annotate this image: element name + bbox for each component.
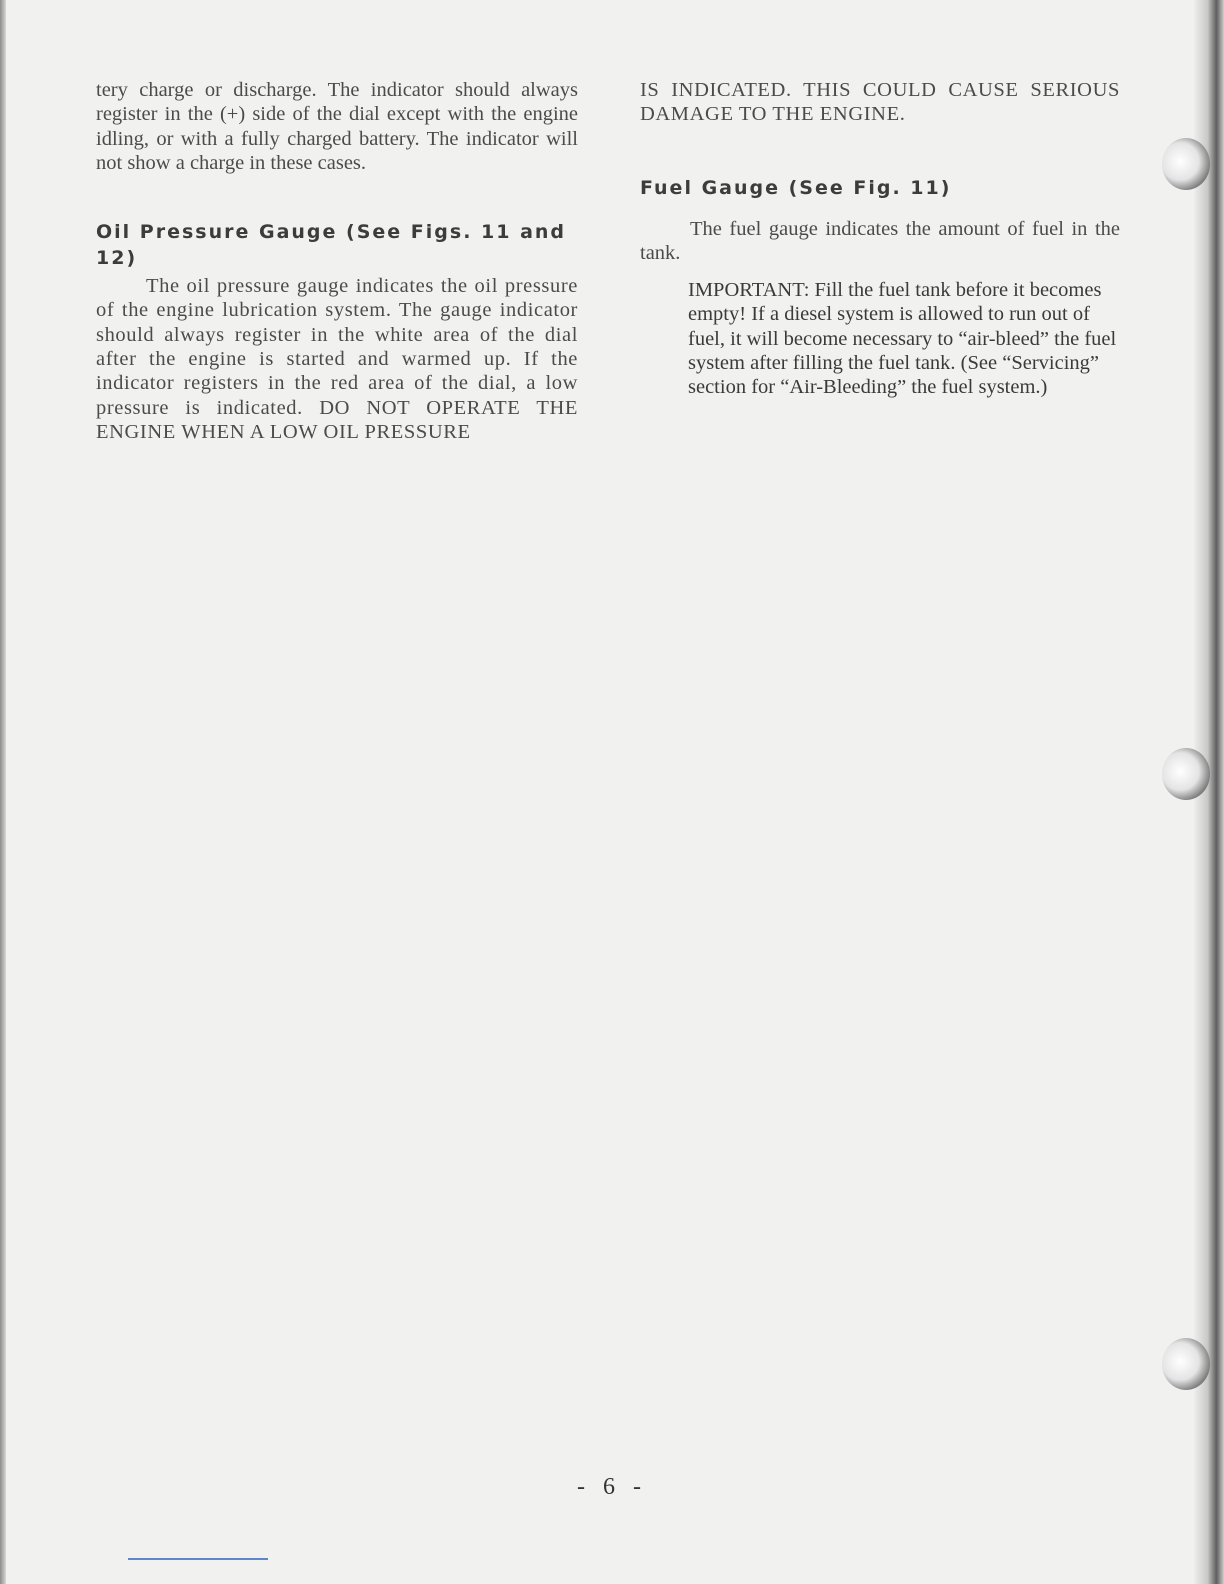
punch-hole-middle: [1162, 748, 1210, 800]
punch-hole-top: [1162, 138, 1210, 190]
important-note: IMPORTANT: Fill the fuel tank before it becomes empty! If a diesel system is allowed to run out of fuel, it will become necessary to “air-bleed” the fuel system after filling the fuel tank. (See “Servicing” section for “Air-Bleeding” the fuel system.): [688, 279, 1117, 399]
page-number: - 6 -: [577, 1474, 647, 1500]
right-column: [640, 78, 1120, 400]
fuel-gauge-heading: Fuel Gauge (See Fig. 11): [640, 176, 952, 199]
oil-pressure-paragraph: The oil pressure gauge indicates the oil pressure of the engine lubrication system. The gauge indicator should always register in the white area of the dial after the engine is started and warmed up. If the indicator registers in the red area of the dial, a low pressure is indicated. DO NOT OPERATE THE ENGINE WHEN A LOW OIL PRESSURE: [96, 275, 578, 443]
fuel-gauge-paragraph: The fuel gauge indicates the amount of fuel in the tank.: [640, 217, 1120, 264]
left-column: [96, 78, 578, 444]
page-left-edge-shadow: [0, 0, 6, 1584]
oil-pressure-warning-continued: IS INDICATED. THIS COULD CAUSE SERIOUS DAMAGE TO THE ENGINE.: [640, 79, 1120, 126]
battery-indicator-paragraph: tery charge or discharge. The indicator should always register in the (+) side of the dial except with the engine idling, or with a fully charged battery. The indicator will not show a charge in these cases.: [96, 79, 578, 174]
punch-hole-bottom: [1162, 1338, 1210, 1390]
bottom-rule: [128, 1558, 268, 1560]
oil-pressure-heading: Oil Pressure Gauge (See Figs. 11 and 12): [96, 221, 567, 270]
